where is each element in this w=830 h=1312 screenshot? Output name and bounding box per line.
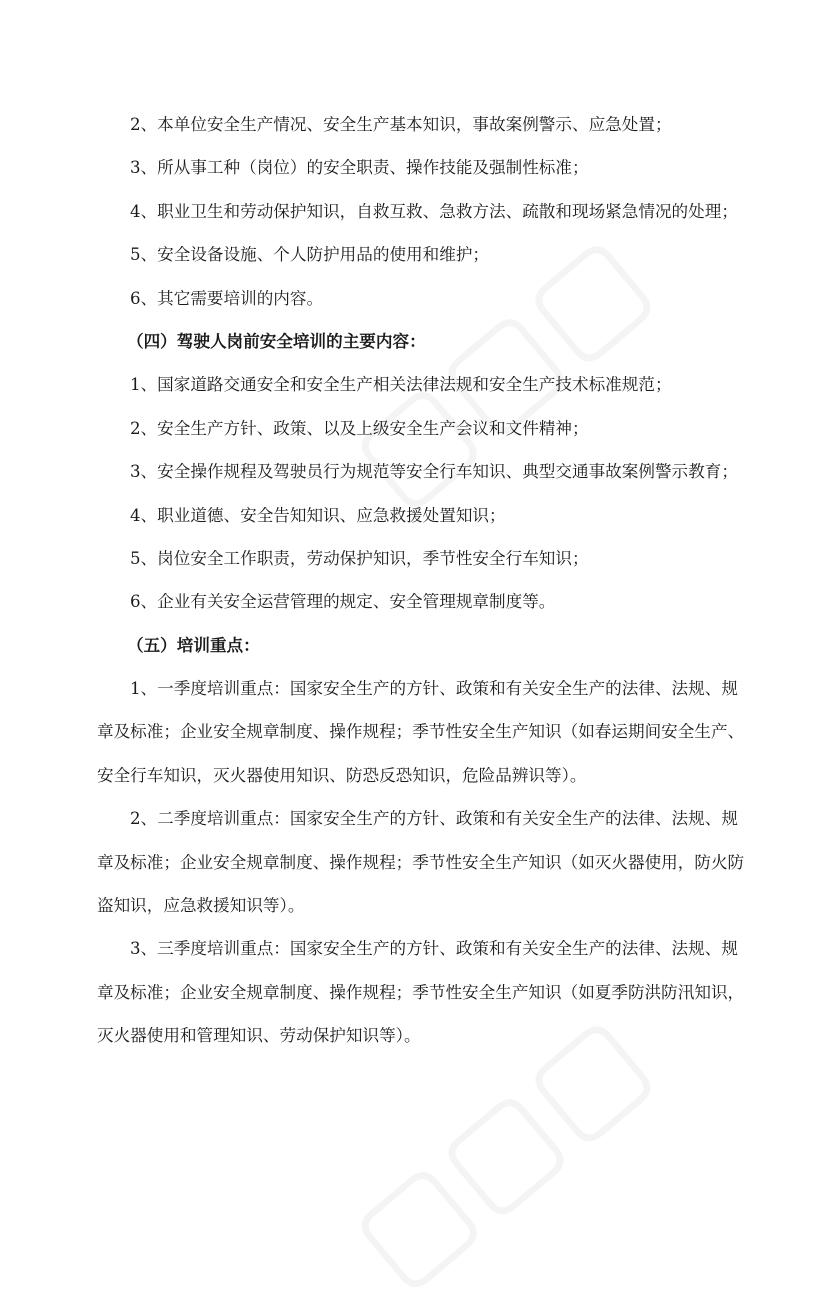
text-line: 6、企业有关安全运营管理的规定、安全管理规章制度等。 xyxy=(130,592,556,612)
text-line: 6、其它需要培训的内容。 xyxy=(130,288,324,308)
list-item xyxy=(97,146,742,189)
list-item xyxy=(97,580,742,623)
list-item xyxy=(97,494,742,537)
text-line: 3、安全操作规程及驾驶员行为规范等安全行车知识、典型交通事故案例警示教育； xyxy=(130,462,738,482)
document-body xyxy=(97,103,745,1058)
text-line: 2、安全生产方针、政策、以及上级安全生产会议和文件精神； xyxy=(130,418,589,438)
list-item xyxy=(97,927,745,1057)
text-line: 2、本单位安全生产情况、安全生产基本知识，事故案例警示、应急处置； xyxy=(130,115,672,134)
list-item xyxy=(97,363,742,406)
list-item xyxy=(97,667,745,797)
text-line: （四）驾驶人岗前安全培训的主要内容： xyxy=(127,330,426,351)
text-line: 1、一季度培训重点：国家安全生产的方针、政策和有关安全生产的法律、法规、规 xyxy=(130,679,738,699)
text-line: （五）培训重点： xyxy=(127,634,260,655)
list-item xyxy=(97,450,742,493)
text-line: 4、职业卫生和劳动保护知识，自救互救、急救方法、疏散和现场紧急情况的处理； xyxy=(130,201,738,221)
list-item xyxy=(97,277,742,320)
text-line: 盗知识，应急救援知识等）。 xyxy=(97,896,305,916)
list-item xyxy=(97,537,742,580)
list-item xyxy=(97,190,742,233)
text-line: 4、职业道德、安全告知知识、应急救援处置知识； xyxy=(130,505,506,525)
text-line: 章及标准；企业安全规章制度、操作规程；季节性安全生产知识（如灭火器使用，防火防 xyxy=(97,852,745,872)
text-line: 章及标准；企业安全规章制度、操作规程；季节性安全生产知识（如春运期间安全生产、 xyxy=(97,722,745,742)
text-line: 5、安全设备设施、个人防护用品的使用和维护； xyxy=(130,245,490,265)
list-item xyxy=(97,103,742,146)
text-line: 3、三季度培训重点：国家安全生产的方针、政策和有关安全生产的法律、法规、规 xyxy=(130,939,738,959)
text-line: 安全行车知识，灭火器使用知识、防恐反恐知识，危险品辨识等）。 xyxy=(97,765,587,785)
section-heading xyxy=(97,624,742,667)
text-line: 3、所从事工种（岗位）的安全职责、操作技能及强制性标准； xyxy=(130,158,589,178)
section-heading xyxy=(97,320,742,363)
list-item xyxy=(97,407,742,450)
list-item xyxy=(97,233,742,276)
text-line: 灭火器使用和管理知识、劳动保护知识等）。 xyxy=(97,1026,421,1046)
list-item xyxy=(97,797,745,927)
text-line: 5、岗位安全工作职责，劳动保护知识，季节性安全行车知识； xyxy=(130,548,589,568)
text-line: 章及标准；企业安全规章制度、操作规程；季节性安全生产知识（如夏季防洪防汛知识， xyxy=(97,982,745,1002)
text-line: 2、二季度培训重点：国家安全生产的方针、政策和有关安全生产的法律、法规、规 xyxy=(130,809,738,829)
text-line: 1、国家道路交通安全和安全生产相关法律法规和安全生产技术标准规范； xyxy=(130,375,672,395)
